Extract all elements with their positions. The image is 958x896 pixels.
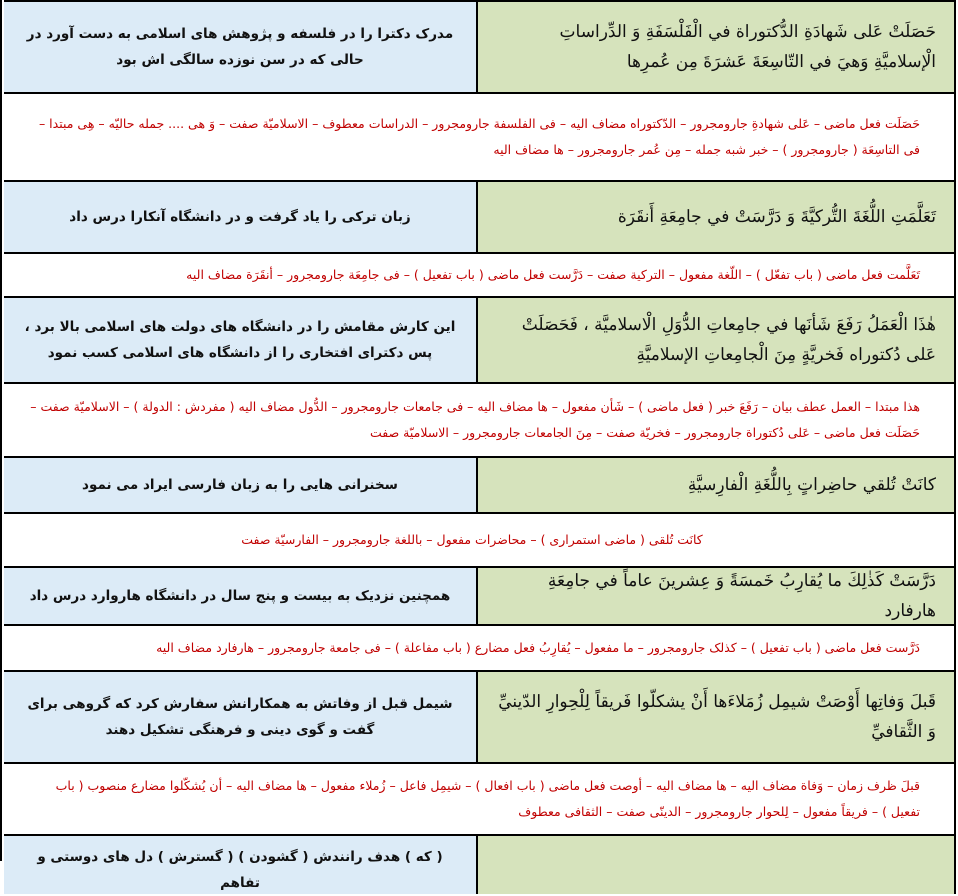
arabic-sentence: كانَتْ تُلقي حاضِراتٍ بِاللُّغَةِ الْفارِسيَّةِ [687, 475, 936, 495]
arabic-sentence: قَبلَ وَفاتِها أَوْصَتْ شيمِل زُمَلاءَها أَنْ يشكلّوا فَريقاً لِلْحِوارِ الدّينيِّ وَ الثَّقافيِّ [498, 692, 936, 742]
sentence-row [4, 670, 956, 762]
arabic-sentence-cell [478, 2, 954, 92]
grammar-analysis: حَصَلَت فعل ماضی – عَلی شهادةِ جارومجرور – الدّکتوراه مضاف الیه – فی الفلسفة جارومجرور – الدراسات معطوف – الاسلاميّة صفت – وَ هی .... جمله حاليّه – هِی مبتدا – فی التاسِعَة ( جارومجرور ) – خبر شبه جمله – مِن عُمر جارومجرور – ها مضاف الیه [38, 116, 920, 157]
persian-translation: زبان ترکی را یاد گرفت و در دانشگاه آنکارا درس داد [69, 209, 411, 225]
arabic-sentence: هٰذَا الْعَمَلُ رَفَعَ شَأنَها في جامِعاتِ الدُّوَلِ الْاسلاميَّة ، فَحَصَلَتْ عَلى دُكتوراه فَخريَّةٍ مِنَ الْجامِعاتِ الإسلاميَّةِ [521, 315, 936, 365]
persian-translation-cell [4, 2, 478, 92]
sentence-row [4, 456, 956, 512]
grammar-analysis-row [4, 382, 956, 456]
grammar-analysis: هذا مبتدا – العمل عطف بیان – رَفَعَ خبر ( فعل ماضی ) – شَأن مفعول – ها مضاف الیه – فی جامعات جارومجرور – الدُّول مضاف الیه ( مفردش : الدولة ) – الاسلاميّة صفت – حَصَلَت فعل ماضی – عَلی دُکتوراة جارومجرور – فخريّة صفت – مِنَ الجامعات جارومجرور – الاسلاميّة صفت [30, 399, 920, 440]
grammar-analysis: تَعَلَّمت فعل ماضی ( باب تفعّل ) – اللّغة مفعول – الترکیة صفت – دَرَّست فعل ماضی ( باب تفعیل ) – فی جامِعَة جارومجرور – أنقَرَة مضاف الیه [186, 267, 920, 282]
persian-translation-cell [4, 182, 478, 252]
persian-translation-cell [4, 836, 478, 894]
sentence-row [4, 566, 956, 624]
persian-translation-cell [4, 672, 478, 762]
grammar-analysis-row [4, 762, 956, 834]
arabic-sentence-cell [478, 672, 954, 762]
arabic-sentence: حَصَلَتْ عَلى شَهادَةِ الدُّكتوراة في الْفَلْسَفَةِ وَ الدِّراساتِ الْإسلاميَّةِ وَهيَ في التّاسِعَةَ عَشرَةَ مِن عُمرِها [559, 22, 936, 72]
arabic-sentence-cell [478, 568, 954, 624]
persian-translation-cell [4, 298, 478, 382]
persian-translation: شیمل قبل از وفاتش به همکارانش سفارش کرد که گروهی برای گفت و گوی دینی و فرهنگی تشکیل دهند [27, 696, 453, 738]
arabic-sentence-cell [478, 182, 954, 252]
persian-translation: این کارش مقامش را در دانشگاه های دولت های اسلامی بالا برد ، پس دکترای افتخاری را از دانشگاه های اسلامی کسب نمود [24, 319, 456, 361]
arabic-sentence: تَعَلَّمَتِ اللُّغَةَ التُّرکيَّةَ وَ دَرَّسَتْ في جامِعَةِ أَنقَرَة [617, 207, 936, 227]
grammar-analysis-row [4, 252, 956, 296]
persian-translation: ( که ) هدف رانندش ( گشودن ) ( گسترش ) دل های دوستی و تفاهم [37, 849, 443, 891]
arabic-sentence: دَرَّسَتْ كَذٰلِكَ ما يُقارِبُ خَمسَةً وَ عِشرينَ عاماً في جامِعَةِ هارفارد [547, 571, 936, 621]
arabic-sentence-cell [478, 298, 954, 382]
arabic-sentence-cell [478, 836, 954, 894]
sentence-row [4, 296, 956, 382]
persian-translation-cell [4, 458, 478, 512]
grammar-analysis: دَرَّست فعل ماضی ( باب تفعیل ) – کذلک جارومجرور – ما مفعول – یُقارِبُ فعل مضارع ( باب مفاعلة ) – فی جامعة جارومجرور – هارفارد مضاف الیه [156, 640, 920, 655]
grammar-analysis-row [4, 624, 956, 670]
arabic-sentence-cell [478, 458, 954, 512]
sentence-row [4, 0, 956, 92]
grammar-analysis-row [4, 512, 956, 566]
persian-translation-cell [4, 568, 478, 624]
persian-translation: مدرک دکترا را در فلسفه و پژوهش های اسلامی به دست آورد در حالی که در سن نوزده سالگی اش بود [26, 26, 454, 68]
sentence-row [4, 180, 956, 252]
persian-translation: سخنرانی هایی را به زبان فارسی ایراد می نمود [82, 477, 398, 493]
persian-translation: همچنین نزدیک به بیست و پنج سال در دانشگاه هاروارد درس داد [29, 588, 451, 604]
grammar-analysis: قبلَ ظرف زمان – وَفاة مضاف الیه – ها مضاف الیه – أوصت فعل ماضی ( باب افعال ) – شیمِل فاعل – زُملاء مفعول – ها مضاف الیه – أن یُشکّلوا مضارع منصوب ( باب تفعیل ) – فریقاً مفعول – لِلحوار جارومجرور – الدینّی صفت – الثقافی معطوف [55, 778, 920, 819]
sentence-row [4, 834, 956, 894]
grammar-analysis-row [4, 92, 956, 180]
grammar-analysis: کانَت تُلقی ( ماضی استمراری ) – محاضرات مفعول – باللغة جارومجرور – الفارسيّة صفت [241, 532, 703, 547]
